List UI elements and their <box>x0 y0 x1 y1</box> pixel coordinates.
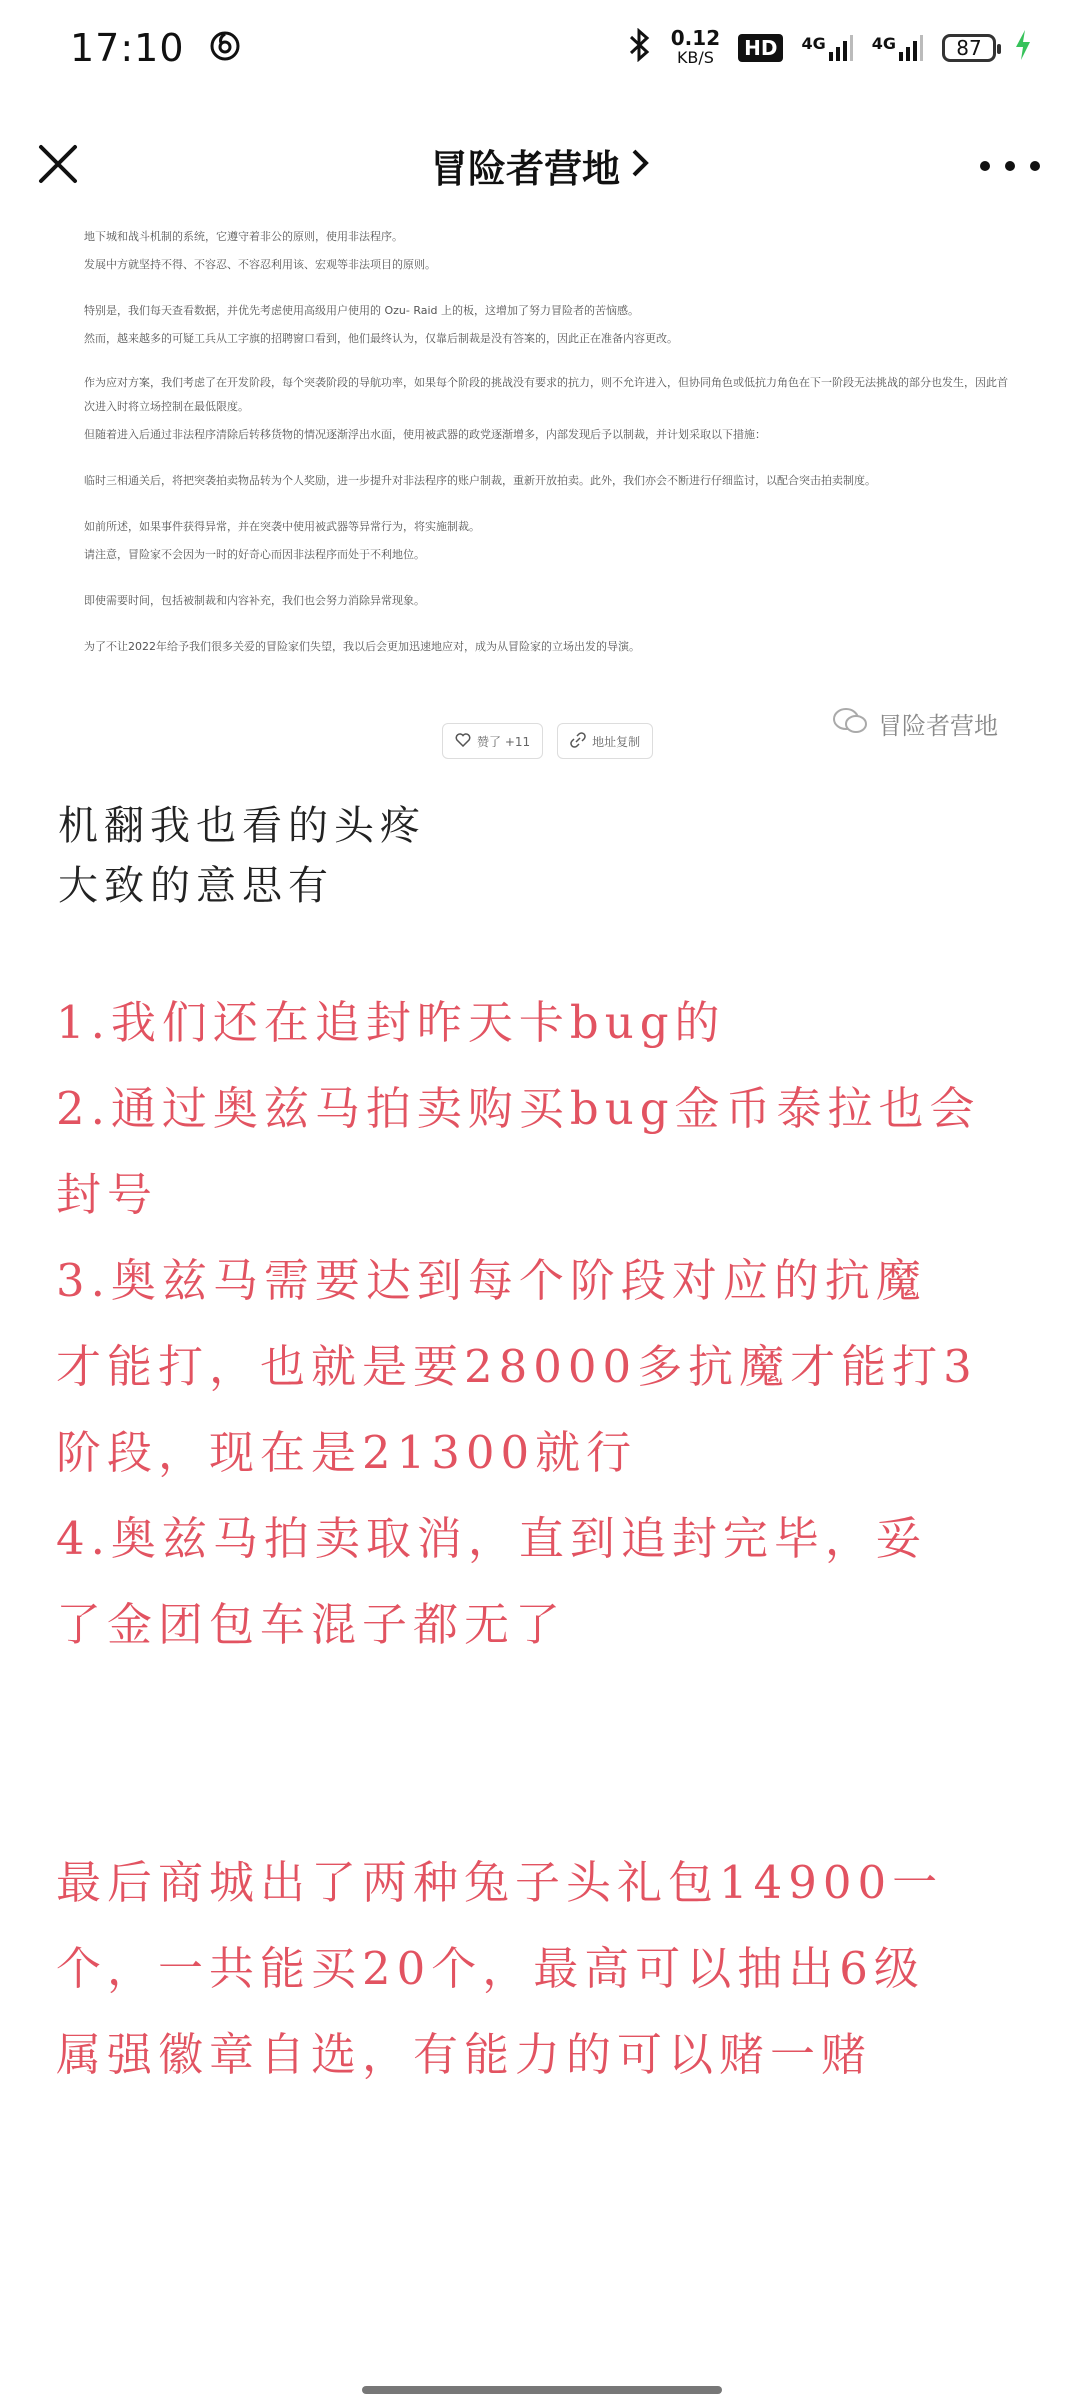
article-paragraph: 发展中方就坚持不得、不容忍、不容忍利用该、宏观等非法项目的原则。 <box>84 258 436 271</box>
wechat-icon <box>832 707 868 741</box>
article-paragraph: 请注意，冒险家不会因为一时的好奇心而因非法程序而处于不利地位。 <box>84 548 425 561</box>
article-paragraph: 地下城和战斗机制的系统，它遵守着非公的原则，使用非法程序。 <box>84 230 403 243</box>
link-icon <box>570 732 586 751</box>
close-button[interactable] <box>30 138 86 194</box>
close-icon <box>37 143 79 189</box>
chevron-right-icon <box>630 143 650 187</box>
note-line: 封号 <box>56 1168 159 1221</box>
article-paragraph: 但随着进入后通过非法程序清除后转移货物的情况逐渐浮出水面，使用被武器的政党逐渐增多，内部发现后予以制裁，并计划采取以下措施： <box>84 428 766 441</box>
note-line: 了金团包车混子都无了 <box>56 1598 567 1651</box>
status-bar-left <box>70 26 241 70</box>
heart-icon <box>455 733 471 750</box>
status-time: 17:10 <box>70 26 185 70</box>
article-paragraph: 作为应对方案，我们考虑了在开发阶段，每个突袭阶段的导航功率，如果每个阶段的挑战没有要求的抗力，则不允许进入，但协同角色或低抗力角色在下一阶段无法挑战的部分也发生，因此首次进入时将立场控制在最低限度。 <box>84 376 1008 413</box>
page-title: 冒险者营地 <box>429 146 620 191</box>
note-line: 机翻我也看的头疼 <box>58 803 426 849</box>
more-icon <box>980 161 990 171</box>
signal-label: 4G <box>801 34 826 53</box>
net-speed-unit: KB/S <box>676 48 714 67</box>
note-line: 阶段，现在是21300就行 <box>56 1426 638 1479</box>
more-icon-dot <box>1005 161 1015 171</box>
note-line: 才能打，也就是要28000多抗魔才能打3 <box>56 1340 978 1393</box>
note-line: 2.通过奥兹马拍卖购买bug金币泰拉也会 <box>56 1082 981 1135</box>
top-nav <box>0 110 1080 220</box>
battery-level: 87 <box>956 36 982 60</box>
charging-icon <box>1014 29 1032 67</box>
article-paragraph: 临时三相通关后，将把突袭拍卖物品转为个人奖励，进一步提升对非法程序的账户制裁，重新开放拍卖。此外，我们亦会不断进行仔细监讨，以配合突击拍卖制度。 <box>84 474 876 487</box>
status-bar <box>0 0 1080 96</box>
source-name: 冒险者营地 <box>878 712 998 740</box>
bluetooth-icon <box>627 28 653 68</box>
note-line: 属强徽章自选，有能力的可以赌一赌 <box>56 2028 873 2081</box>
black-note <box>58 796 1018 916</box>
battery-icon <box>942 34 996 62</box>
note-line: 个，一共能买20个，最高可以抽出6级 <box>56 1942 925 1995</box>
note-line: 大致的意思有 <box>58 863 334 909</box>
home-indicator[interactable] <box>362 2386 722 2394</box>
signal-icon <box>801 34 853 62</box>
article-paragraph: 即使需要时间，包括被制裁和内容补充，我们也会努力消除异常现象。 <box>84 594 425 607</box>
copy-link-button <box>557 723 653 759</box>
copy-label: 地址复制 <box>592 734 641 749</box>
more-button[interactable] <box>980 148 1040 184</box>
article-paragraph: 如前所述，如果事件获得异常，并在突袭中使用被武器等异常行为，将实施制裁。 <box>84 520 480 533</box>
article-source <box>832 706 998 741</box>
signal-icon-2 <box>872 34 924 62</box>
net-speed <box>671 28 720 68</box>
article-actions <box>442 723 653 759</box>
note-line: 1.我们还在追封昨天卡bug的 <box>56 996 726 1049</box>
like-label: 赞了 +11 <box>477 734 531 749</box>
red-note <box>56 980 1036 1668</box>
embedded-article-screenshot <box>0 225 1080 755</box>
netease-cloud-icon <box>209 30 241 66</box>
net-speed-value: 0.12 <box>670 26 721 50</box>
note-line: 最后商城出了两种兔子头礼包14900一 <box>56 1856 944 1909</box>
status-bar-right <box>627 28 1032 68</box>
article-paragraph: 特别是，我们每天查看数据，并优先考虑使用高级用户使用的 Ozu- Raid 上的板，这增加了努力冒险者的苦恼感。 <box>84 304 640 317</box>
note-line: 4.奥兹马拍卖取消，直到追封完毕，妥 <box>56 1512 927 1565</box>
red-note-2 <box>56 1840 1036 2098</box>
nav-title-link[interactable] <box>430 138 650 193</box>
article-paragraph: 为了不让2022年给予我们很多关爱的冒险家们失望，我以后会更加迅速地应对，成为从冒险家的立场出发的导演。 <box>84 640 640 653</box>
hd-badge: HD <box>738 34 783 62</box>
more-icon-dot <box>1030 161 1040 171</box>
signal-label-2: 4G <box>871 34 896 53</box>
like-button <box>442 723 543 759</box>
note-line: 3.奥兹马需要达到每个阶段对应的抗魔 <box>56 1254 927 1307</box>
article-paragraph: 然而，越来越多的可疑工兵从工字旗的招聘窗口看到，他们最终认为，仅靠后制裁是没有答案的，因此正在准备内容更改。 <box>84 332 678 345</box>
